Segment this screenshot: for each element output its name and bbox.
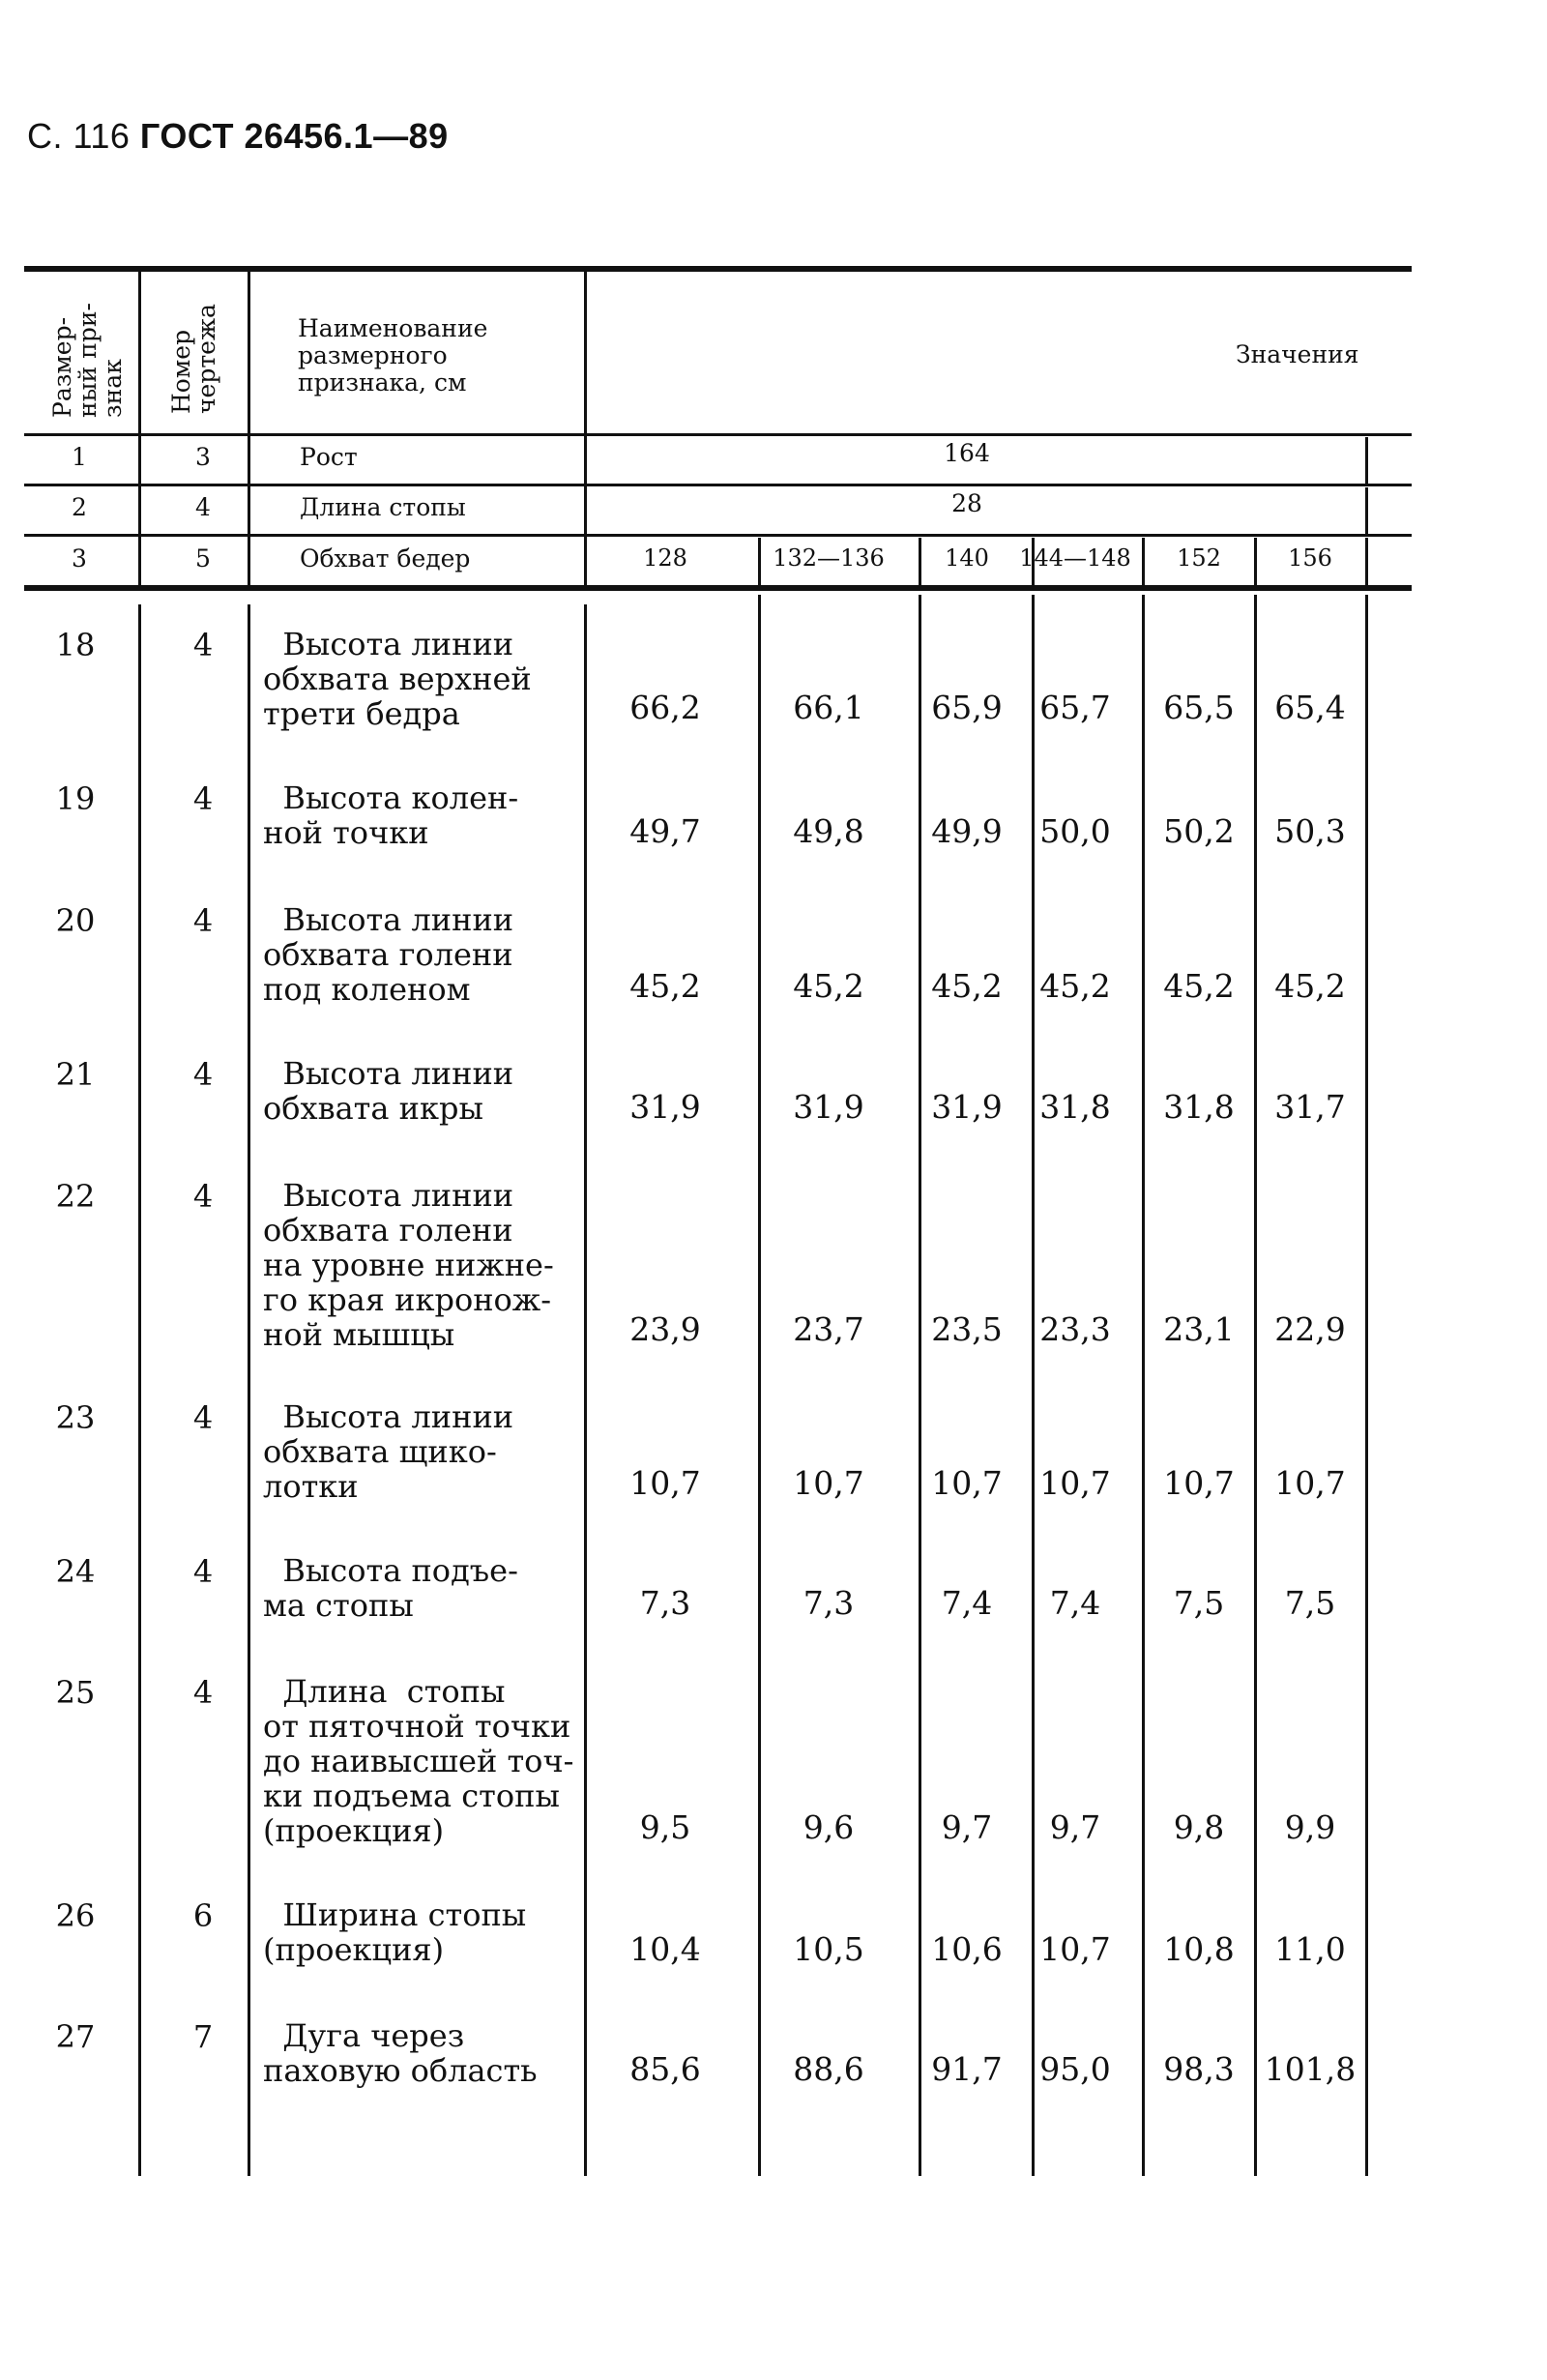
row-number: 26 [55, 1897, 96, 1934]
row-number: 20 [55, 902, 96, 939]
hip-girth-value: 152 [1177, 544, 1221, 572]
row-name: Высота линии обхвата верхней трети бедра [263, 626, 532, 732]
table-cell-value: 7,3 [639, 1584, 691, 1622]
param-row-name: Рост [300, 443, 358, 471]
table-cell-value: 9,6 [803, 1808, 855, 1846]
table-cell-value: 50,2 [1163, 812, 1235, 850]
table-cell-value: 10,7 [1274, 1464, 1346, 1502]
row-name: Высота колен- ной точки [263, 779, 519, 851]
standard-code: ГОСТ 26456.1—89 [139, 116, 449, 156]
table-cell-value: 50,3 [1274, 812, 1346, 850]
table-cell-value: 49,7 [629, 812, 701, 850]
row-number: 23 [55, 1399, 96, 1436]
column-header-drawing-number [169, 304, 219, 414]
row-name: Высота линии обхвата голени под коленом [263, 901, 514, 1008]
column-divider [138, 271, 141, 585]
row-number: 25 [55, 1674, 96, 1711]
row-drawing-number: 4 [192, 1178, 214, 1215]
table-cell-value: 45,2 [931, 967, 1003, 1005]
row-number: 19 [55, 780, 96, 817]
row-number: 21 [55, 1056, 96, 1093]
row-name: Высота линии обхвата голени на уровне нижне- го края икронож- ной мышцы [263, 1177, 554, 1353]
page-number: С. 116 [27, 116, 131, 156]
table-cell-value: 7,4 [941, 1584, 993, 1622]
table-cell-value: 10,5 [793, 1930, 864, 1968]
table-cell-value: 31,8 [1039, 1088, 1111, 1126]
column-divider [248, 271, 250, 585]
table-cell-value: 23,9 [629, 1310, 701, 1348]
table-cell-value: 7,5 [1284, 1584, 1336, 1622]
row-name: Ширина стопы (проекция) [263, 1896, 527, 1968]
row-name: Длина стопы от пяточной точки до наивысшей точ- ки подъема стопы (проекция) [263, 1673, 574, 1849]
column-divider [248, 604, 250, 2176]
table-cell-value: 10,6 [931, 1930, 1003, 1968]
table-cell-value: 31,7 [1274, 1088, 1346, 1126]
table-cell-value: 65,5 [1163, 689, 1235, 726]
table-cell-value: 98,3 [1163, 2050, 1235, 2088]
param-row-value: 164 [944, 439, 990, 467]
table-cell-value: 7,5 [1173, 1584, 1225, 1622]
table-cell-value: 45,2 [629, 967, 701, 1005]
table-cell-value: 10,4 [629, 1930, 701, 1968]
page-header [27, 116, 449, 157]
row-drawing-number: 4 [192, 627, 214, 663]
column-divider [1365, 487, 1368, 534]
param-row-number: 1 [72, 443, 87, 471]
table-body-rule [24, 585, 1412, 591]
column-header-sign-number [50, 303, 126, 418]
column-header-text: Номер чертежа [167, 304, 220, 414]
table-cell-value: 10,7 [931, 1464, 1003, 1502]
table-cell-value: 7,4 [1049, 1584, 1101, 1622]
column-divider [758, 595, 761, 2176]
param-row-number: 3 [72, 544, 87, 573]
table-cell-value: 23,7 [793, 1310, 864, 1348]
table-cell-value: 23,5 [931, 1310, 1003, 1348]
row-name: Высота линии обхвата щико- лотки [263, 1398, 514, 1505]
row-number: 24 [55, 1553, 96, 1590]
row-number: 22 [55, 1178, 96, 1215]
row-drawing-number: 4 [192, 1399, 214, 1436]
hip-girth-value: 140 [945, 544, 989, 572]
hip-girth-value: 144—148 [1019, 544, 1131, 572]
table-cell-value: 10,7 [793, 1464, 864, 1502]
param-row-rule [24, 484, 1412, 486]
table-cell-value: 66,1 [793, 689, 864, 726]
table-cell-value: 31,9 [629, 1088, 701, 1126]
column-divider [758, 538, 761, 585]
column-header-text: Размер- ный при- знак [48, 303, 127, 418]
table-cell-value: 31,9 [793, 1088, 864, 1126]
row-number: 18 [55, 627, 96, 663]
table-cell-value: 9,7 [1049, 1808, 1101, 1846]
param-row-name: Длина стопы [300, 493, 466, 521]
hip-girth-value: 128 [643, 544, 687, 572]
table-cell-value: 10,7 [1039, 1464, 1111, 1502]
table-cell-value: 7,3 [803, 1584, 855, 1622]
table-cell-value: 9,7 [941, 1808, 993, 1846]
table-cell-value: 65,4 [1274, 689, 1346, 726]
column-header-values: Значения [1236, 340, 1359, 368]
row-name: Высота подъе- ма стопы [263, 1552, 518, 1624]
table-cell-value: 11,0 [1274, 1930, 1346, 1968]
column-divider [584, 271, 587, 585]
table-cell-value: 23,3 [1039, 1310, 1111, 1348]
row-name: Высота линии обхвата икры [263, 1055, 514, 1127]
param-row-rule [24, 534, 1412, 537]
table-cell-value: 9,5 [639, 1808, 691, 1846]
table-cell-value: 23,1 [1163, 1310, 1235, 1348]
table-cell-value: 101,8 [1264, 2050, 1357, 2088]
hip-girth-value: 156 [1288, 544, 1332, 572]
row-drawing-number: 4 [192, 902, 214, 939]
row-number: 27 [55, 2018, 96, 2055]
table-cell-value: 49,9 [931, 812, 1003, 850]
table-cell-value: 49,8 [793, 812, 864, 850]
table-cell-value: 31,9 [931, 1088, 1003, 1126]
row-drawing-number: 4 [192, 1674, 214, 1711]
hip-girth-value: 132—136 [773, 544, 885, 572]
table-top-rule [24, 266, 1412, 272]
table-cell-value: 45,2 [1274, 967, 1346, 1005]
table-cell-value: 9,8 [1173, 1808, 1225, 1846]
param-row-drawing: 4 [195, 493, 211, 521]
table-cell-value: 45,2 [793, 967, 864, 1005]
column-divider [138, 604, 141, 2176]
param-row-value: 28 [951, 489, 982, 517]
table-cell-value: 95,0 [1039, 2050, 1111, 2088]
column-divider [1365, 437, 1368, 484]
table-cell-value: 45,2 [1039, 967, 1111, 1005]
table-cell-value: 45,2 [1163, 967, 1235, 1005]
param-row-drawing: 5 [195, 544, 211, 573]
table-cell-value: 66,2 [629, 689, 701, 726]
table-cell-value: 65,7 [1039, 689, 1111, 726]
row-drawing-number: 6 [192, 1897, 214, 1934]
param-row-number: 2 [72, 493, 87, 521]
column-header-name: Наименование размерного признака, см [298, 314, 488, 397]
table-cell-value: 10,7 [629, 1464, 701, 1502]
row-drawing-number: 4 [192, 1553, 214, 1590]
table-cell-value: 50,0 [1039, 812, 1111, 850]
table-cell-value: 22,9 [1274, 1310, 1346, 1348]
param-row-name: Обхват бедер [300, 544, 471, 573]
table-cell-value: 88,6 [793, 2050, 864, 2088]
table-cell-value: 10,8 [1163, 1930, 1235, 1968]
header-rule [24, 433, 1412, 436]
table-cell-value: 91,7 [931, 2050, 1003, 2088]
row-drawing-number: 4 [192, 780, 214, 817]
row-drawing-number: 7 [192, 2018, 214, 2055]
table-cell-value: 10,7 [1039, 1930, 1111, 1968]
column-divider [584, 604, 587, 2176]
table-cell-value: 10,7 [1163, 1464, 1235, 1502]
row-name: Дуга через паховую область [263, 2017, 538, 2089]
param-row-drawing: 3 [195, 443, 211, 471]
table-cell-value: 31,8 [1163, 1088, 1235, 1126]
table-cell-value: 85,6 [629, 2050, 701, 2088]
table-cell-value: 65,9 [931, 689, 1003, 726]
table-cell-value: 9,9 [1284, 1808, 1336, 1846]
row-drawing-number: 4 [192, 1056, 214, 1093]
